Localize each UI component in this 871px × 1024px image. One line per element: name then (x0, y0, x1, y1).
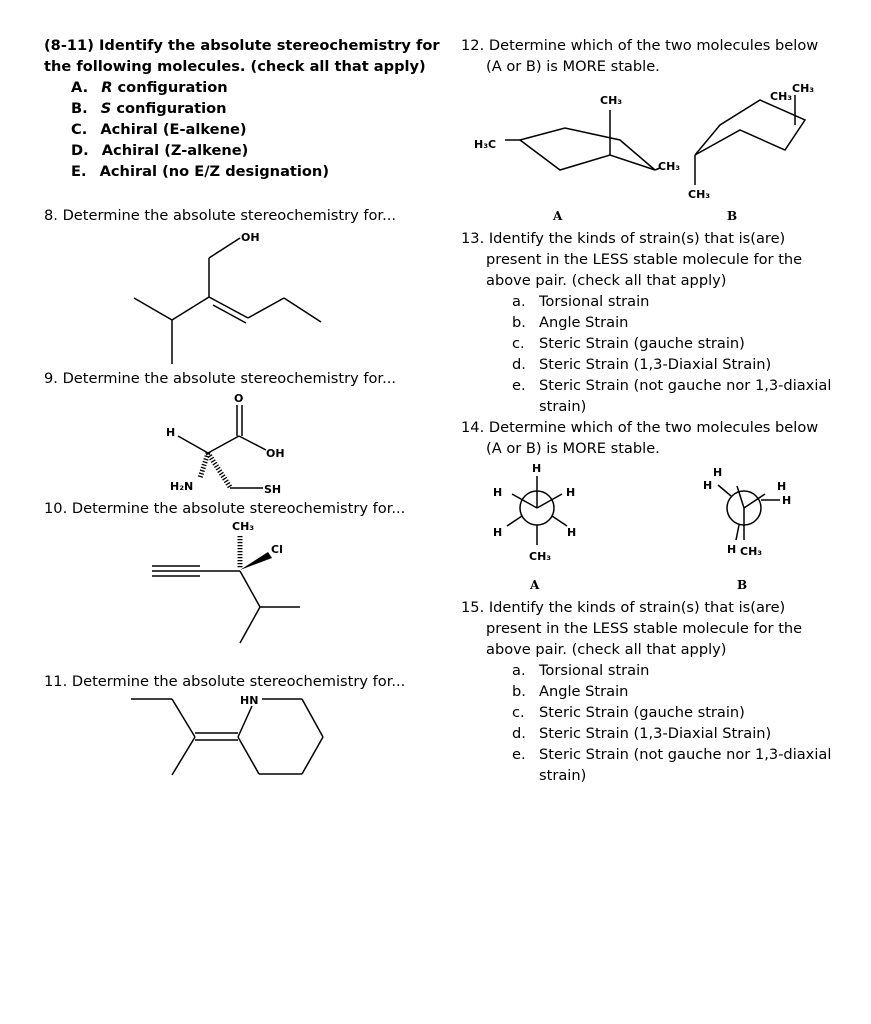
question-15-line-3: above pair. (check all that apply) (486, 641, 727, 658)
option-letter: d. (512, 356, 526, 373)
option-text: Steric Strain (gauche strain) (539, 704, 745, 721)
option-text: Steric Strain (not gauche nor 1,3-diaxial (539, 377, 832, 394)
option-text: Steric Strain (1,3-Diaxial Strain) (539, 725, 772, 742)
h-label: H (567, 526, 577, 539)
question-15-line-2: present in the LESS stable molecule for the (486, 620, 803, 637)
cl-label: Cl (271, 543, 283, 556)
ch3-label: CH₃ (688, 188, 711, 201)
oh-label: OH (241, 231, 260, 244)
option-letter: e. (512, 746, 526, 763)
h-label: H (777, 480, 787, 493)
ch3-label: CH₃ (740, 545, 763, 558)
ch3-label: CH₃ (658, 160, 681, 173)
sh-label: SH (264, 483, 282, 496)
q15-option-a[interactable] (512, 661, 650, 681)
option-letter: d. (512, 725, 526, 742)
ch3-label: CH₃ (232, 520, 255, 533)
question-14-line-1: 14. Determine which of the two molecules below (461, 419, 819, 436)
option-italic: R (101, 79, 113, 96)
option-text: Steric Strain (not gauche nor 1,3-diaxial (539, 746, 832, 763)
label-a: A (530, 578, 540, 592)
q15-option-c[interactable] (512, 703, 745, 723)
question-13-line-2: present in the LESS stable molecule for the (486, 251, 803, 268)
q15-option-e[interactable] (512, 745, 832, 765)
question-10: 10. Determine the absolute stereochemistry for... (44, 500, 406, 517)
q13-option-e-cont: strain) (539, 398, 587, 415)
option-text: Angle Strain (539, 314, 629, 331)
h-label: H (566, 486, 576, 499)
option-letter: b. (512, 314, 526, 331)
h3c-label: H₃C (474, 138, 497, 151)
label-b: B (737, 578, 748, 592)
question-12-line-2: (A or B) is MORE stable. (486, 58, 660, 75)
q15-option-e-cont: strain) (539, 767, 587, 784)
option-text: Torsional strain (539, 662, 650, 679)
q15-option-d[interactable] (512, 724, 772, 744)
ch3-label: CH₃ (792, 82, 815, 95)
h-label: H (703, 479, 713, 492)
option-text: Achiral (E-alkene) (100, 121, 247, 138)
ch3-label: CH₃ (600, 94, 623, 107)
option-italic: S (100, 100, 112, 117)
question-11: 11. Determine the absolute stereochemistry for... (44, 673, 406, 690)
option-letter: c. (512, 704, 525, 721)
h-label: H (727, 543, 737, 556)
option-letter: b. (512, 683, 526, 700)
q15-option-b[interactable] (512, 682, 629, 702)
option-text: Steric Strain (gauche strain) (539, 335, 745, 352)
option-letter: C. (71, 121, 88, 138)
question-12-line-1: 12. Determine which of the two molecules below (461, 37, 819, 54)
h-label: H (713, 466, 723, 479)
question-14-line-2: (A or B) is MORE stable. (486, 440, 660, 457)
question-8: 8. Determine the absolute stereochemistry for... (44, 207, 396, 224)
option-letter: D. (71, 142, 89, 159)
option-letter: a. (512, 662, 526, 679)
option-text: Achiral (no E/Z designation) (99, 163, 329, 180)
h-label: H (782, 494, 792, 507)
ch3-label: CH₃ (529, 550, 552, 563)
label-b: B (727, 209, 738, 223)
option-text: configuration (112, 79, 228, 96)
option-text: Achiral (Z-alkene) (101, 142, 249, 159)
h-label: H (166, 426, 176, 439)
option-text: Torsional strain (539, 293, 650, 310)
option-letter: c. (512, 335, 525, 352)
oh-label: OH (266, 447, 285, 460)
option-letter: a. (512, 293, 526, 310)
h2n-label: H₂N (170, 480, 194, 493)
option-letter: E. (71, 163, 87, 180)
hn-label: HN (240, 694, 259, 707)
option-letter: B. (71, 100, 88, 117)
label-a: A (553, 209, 563, 223)
question-13-line-3: above pair. (check all that apply) (486, 272, 727, 289)
header-line-1: (8-11) Identify the absolute stereochemistry for (44, 37, 440, 54)
option-text: Steric Strain (1,3-Diaxial Strain) (539, 356, 772, 373)
h-label: H (493, 486, 503, 499)
question-9: 9. Determine the absolute stereochemistry for... (44, 370, 396, 387)
header-line-2: the following molecules. (check all that apply) (44, 58, 426, 75)
h-label: H (493, 526, 503, 539)
option-letter: e. (512, 377, 526, 394)
h-label: H (532, 462, 542, 475)
option-text: configuration (111, 100, 227, 117)
o-label: O (234, 392, 244, 405)
ch3-label: CH₃ (770, 90, 793, 103)
option-letter: A. (71, 79, 89, 96)
question-15-line-1: 15. Identify the kinds of strain(s) that is(are) (461, 599, 786, 616)
option-text: Angle Strain (539, 683, 629, 700)
question-13-line-1: 13. Identify the kinds of strain(s) that is(are) (461, 230, 786, 247)
